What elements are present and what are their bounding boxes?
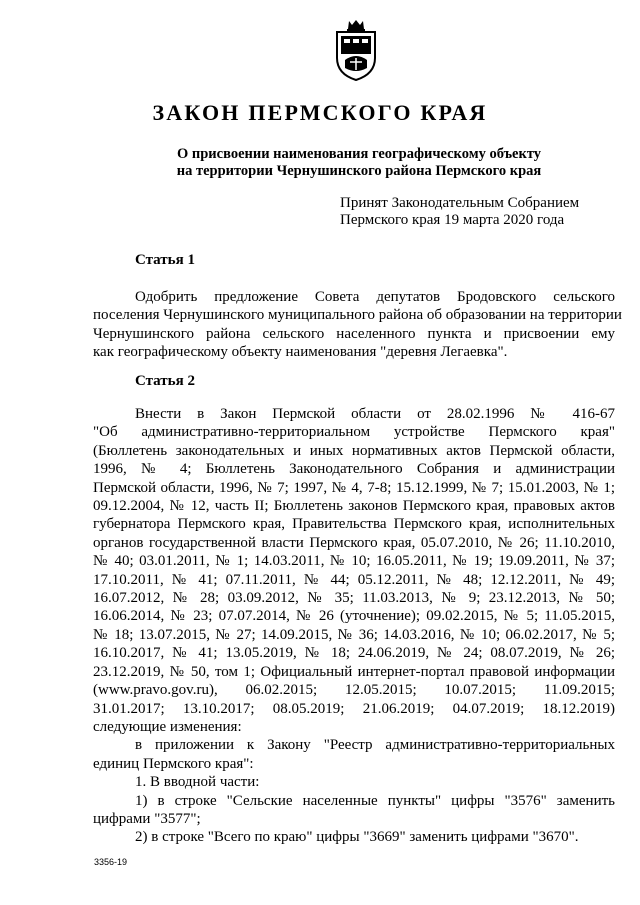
text-line: "Об административно-территориальном устройстве Пермского края"	[93, 424, 615, 441]
adoption-note	[340, 195, 579, 229]
text-line: 31.01.2017; 13.10.2017; 08.05.2019; 21.06.2019; 04.07.2019; 18.12.2019)	[93, 700, 615, 717]
text-line: № 40; 03.01.2011, № 1; 14.03.2011, № 10; 16.05.2011, № 19; 19.09.2011, № 37;	[93, 553, 615, 570]
text-line: как географическому объекту наименования "деревня Легаевка".	[93, 344, 508, 361]
text-line: губернатора Пермского края, Правительства Пермского края, исполнительных	[93, 516, 615, 533]
text-line: 1) в строке "Сельские населенные пункты" цифры "3576" заменить	[135, 792, 615, 809]
text-line: Пермской области, 1996, № 7; 1997, № 4, 7-8; 15.12.1999, № 7; 15.01.2003, № 1;	[93, 479, 615, 496]
text-line: № 18; 13.07.2015, № 27; 14.09.2015, № 36; 14.03.2016, № 10; 06.02.2017, № 5;	[93, 626, 615, 643]
text-line: в приложении к Закону "Реестр административно-территориальных	[135, 737, 615, 754]
adoption-line: Принят Законодательным Собранием	[340, 195, 580, 211]
article-2-text	[93, 405, 615, 847]
text-line: 16.06.2014, № 23; 07.07.2014, № 26 (уточнение); 09.02.2015, № 5; 11.05.2015,	[93, 608, 615, 625]
text-line: поселения Чернушинского муниципального района об образовании на территории	[93, 307, 622, 324]
text-line: следующие изменения:	[93, 718, 242, 735]
text-line: Чернушинского района сельского населенного пункта и присвоении ему	[93, 325, 615, 342]
document-number: 3356-19	[94, 857, 128, 867]
text-line: 23.12.2019, № 50, том 1; Официальный интернет-портал правовой информации	[93, 663, 615, 680]
subtitle-line: О присвоении наименования географическому объекту	[176, 146, 542, 162]
text-line: 16.10.2017, № 41; 13.05.2019, № 18; 24.06.2019, № 24; 08.07.2019, № 26;	[93, 645, 615, 662]
text-line: 17.10.2011, № 41; 07.11.2011, № 44; 05.12.2011, № 48; 12.12.2011, № 49;	[93, 571, 615, 588]
article-1-heading: Статья 1	[135, 252, 195, 268]
coat-of-arms-icon	[333, 18, 379, 82]
text-line: (www.pravo.gov.ru), 06.02.2015; 12.05.2015; 10.07.2015; 11.09.2015;	[93, 682, 615, 699]
text-line: (Бюллетень законодательных и иных нормативных актов Пермской области,	[93, 442, 615, 459]
text-line: 09.12.2004, № 12, часть II; Бюллетень законов Пермского края, правовых актов	[93, 498, 615, 515]
subtitle-line: на территории Чернушинского района Пермского края	[176, 163, 542, 179]
text-line: 2) в строке "Всего по краю" цифры "3669" заменить цифрами "3670".	[135, 829, 579, 846]
text-line: органов государственной власти Пермского края, 05.07.2010, № 26; 11.10.2010,	[93, 534, 615, 551]
text-line: цифрами "3577";	[93, 810, 201, 827]
adoption-line: Пермского края 19 марта 2020 года	[340, 212, 565, 228]
text-line: единиц Пермского края":	[93, 755, 254, 772]
item-1-heading: 1. В вводной части:	[135, 774, 260, 791]
text-line: Одобрить предложение Совета депутатов Бродовского сельского	[135, 289, 615, 305]
article-1-text	[93, 288, 622, 362]
text-line: 1996, № 4; Бюллетень Законодательного Собрания и администрации	[93, 461, 615, 478]
article-2-heading: Статья 2	[135, 373, 195, 389]
text-line: 16.07.2012, № 28; 03.09.2012, № 35; 11.03.2013, № 9; 23.12.2013, № 50;	[93, 590, 615, 607]
law-subtitle	[0, 146, 640, 180]
text-line: Внести в Закон Пермской области от 28.02.1996 № 416-67	[135, 406, 615, 422]
law-title: ЗАКОН ПЕРМСКОГО КРАЯ	[152, 100, 488, 125]
